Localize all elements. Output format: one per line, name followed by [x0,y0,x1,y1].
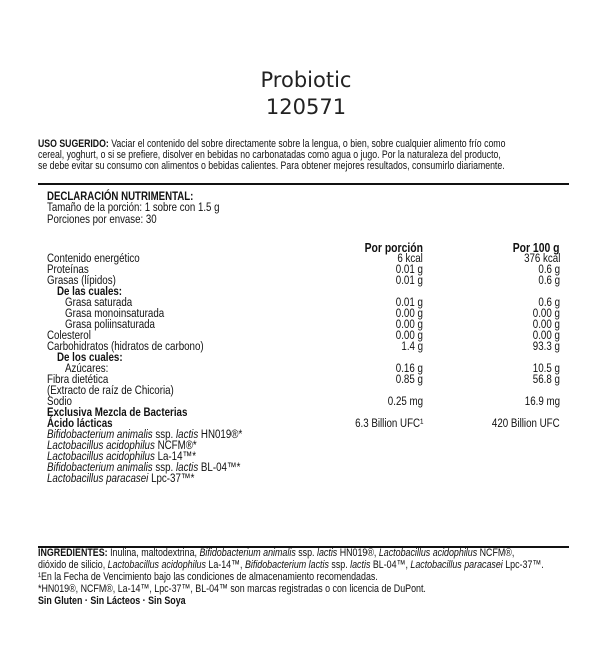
product-name: Probiotic [260,68,352,92]
bacteria-row: Ácido lácticas 6.3 Billion UFC¹ 420 Billion UFC [47,416,560,430]
strain-row: Lactobacillus acidophilus La-14™* [47,449,197,463]
usage-line-3: se debe evitar su consumo con alimentos o bebidas calientes. Para obtener mejores resultados, consumirlo diariamente. [38,160,505,173]
nutrient-row: Carbohidratos (hidratos de carbono) 1.4 g 93.3 g [47,339,560,353]
nutrition-panel [38,183,569,548]
strain-row: Bifidobacterium animalis ssp. lactis BL-04™* [47,460,241,474]
usage-heading: USO SUGERIDO: [38,138,109,150]
bacteria-heading: Exclusiva Mezcla de Bacterias [47,405,188,419]
ingredients-line-1: INGREDIENTES: Inulina, maltodextrina, Bifidobacterium animalis ssp. lactis HN019®, Lactobacillus acidophilus NCFM®, [38,547,515,559]
strain-row: Bifidobacterium animalis ssp. lactis HN019®* [47,427,243,441]
strain-row: Lactobacillus paracasei Lpc-37™* [47,471,195,485]
usage-line-1: USO SUGERIDO: Vaciar el contenido del sobre directamente sobre la lengua, o bien, sobre cualquier alimento frío como [38,138,506,150]
nutrient-row: Colesterol 0.00 g 0.00 g [47,328,560,342]
col-per-100g: Por 100 g [513,240,560,255]
strain-row: Lactobacillus acidophilus NCFM®* [47,438,197,452]
nutrient-subheading: De los cuales: [57,350,123,364]
servings-per-container: Porciones por envase: 30 [47,211,157,226]
footnote-trademarks: *HN019®, NCFM®, La-14™, Lpc-37™, BL-04™ son marcas registradas o con licencia de DuPont. [38,582,426,595]
product-code: 120571 [265,95,347,119]
col-per-serving: Por porción [364,240,423,255]
nutrient-subheading: De las cuales: [57,284,123,298]
serving-size: Tamaño de la porción: 1 sobre con 1.5 g [47,200,220,215]
nutrient-row: Grasa poliinsaturada 0.00 g 0.00 g [65,317,560,331]
nutrient-row: Sodio 0.25 mg 16.9 mg [47,394,560,408]
panel-header [47,191,343,225]
allergen-claims: Sin Gluten · Sin Lácteos · Sin Soya [38,594,186,607]
ingredients-heading: INGREDIENTES: [38,547,108,559]
ingredients-block [38,548,576,608]
usage-instructions [38,139,576,173]
nutrient-row: Azúcares: 0.16 g 10.5 g [65,361,560,375]
nutrient-note: (Extracto de raíz de Chicoria) [47,383,174,397]
nutrient-row: Grasa saturada 0.01 g 0.6 g [65,295,560,309]
nutrient-row: Contenido energético 6 kcal 376 kcal [47,251,560,265]
ingredients-line-2: dióxido de silicio, Lactobacillus acidophilus La-14™, Bifidobacterium lactis ssp. lactis BL-04™, Lactobacillus paracasei Lpc-37™. [38,558,544,571]
nutrient-row: Grasa monoinsaturada 0.00 g 0.00 g [65,306,560,320]
panel-title: DECLARACIÓN NUTRIMENTAL: [47,189,194,203]
nutrient-row: Fibra dietética 0.85 g 56.8 g [47,372,560,386]
nutrient-row: Proteínas 0.01 g 0.6 g [47,262,560,276]
nutrient-row: Grasas (lípidos) 0.01 g 0.6 g [47,273,560,287]
footnote-expiry: ¹En la Fecha de Vencimiento bajo las condiciones de almacenamiento recomendadas. [38,570,378,583]
usage-line-2: cereal, yoghurt, o si se prefiere, disolver en bebidas no carbonatadas como agua o jugo. Por la naturaleza del producto, [38,149,501,162]
